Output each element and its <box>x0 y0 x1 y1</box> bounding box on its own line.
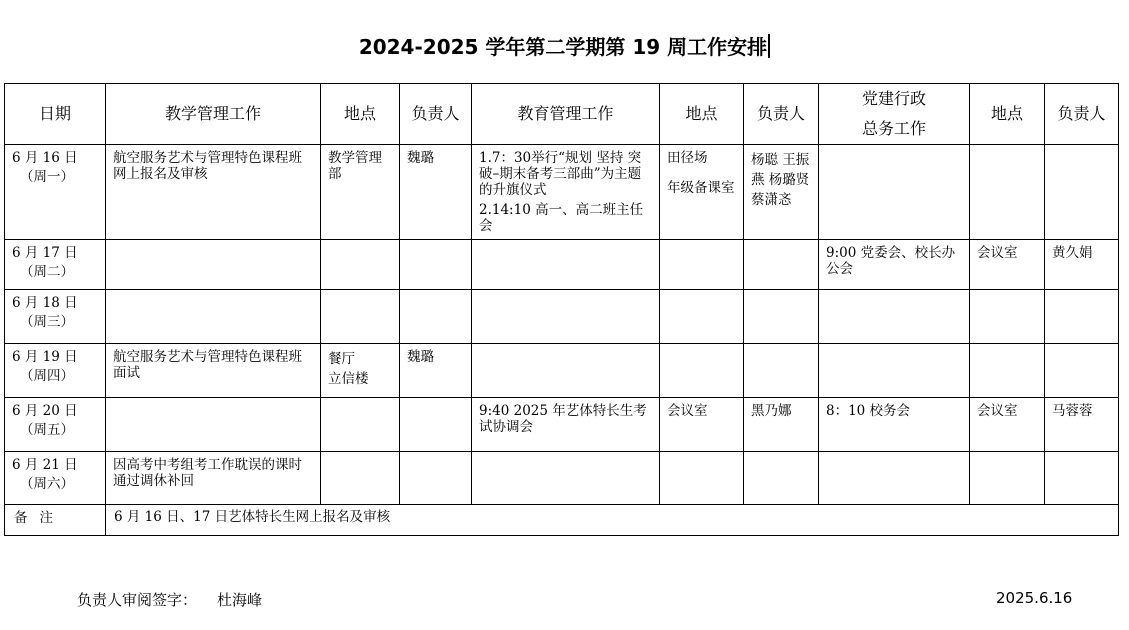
header-date: 日期 <box>5 84 106 145</box>
education-cell: 9:40 2025 年艺体特长生考试协调会 <box>472 398 660 452</box>
table-row <box>5 452 1119 505</box>
education-place-cell <box>660 452 744 505</box>
teaching-cell: 航空服务艺术与管理特色课程班面试 <box>106 344 321 398</box>
admin-cell: 9:00 党委会、校长办公会 <box>819 240 970 290</box>
education-owner-cell <box>744 290 819 344</box>
education-owner-cell <box>744 240 819 290</box>
page-title: 2024-2025 学年第二学期第 19 周工作安排 <box>0 31 1129 60</box>
education-cell: 1.7：30举行“规划 坚持 突破–期末备考三部曲”为主题的升旗仪式 2.14:10 高一、高二班主任会 <box>472 145 660 240</box>
teaching-cell <box>106 290 321 344</box>
admin-place-cell <box>970 452 1045 505</box>
teaching-owner-cell <box>400 398 472 452</box>
education-owner-cell <box>744 452 819 505</box>
remarks-text: 6 月 16 日、17 日艺体特长生网上报名及审核 <box>106 505 1119 536</box>
education-place-cell <box>660 290 744 344</box>
header-place: 地点 <box>321 84 400 145</box>
teaching-cell <box>106 240 321 290</box>
admin-owner-cell: 黄久娟 <box>1045 240 1119 290</box>
teaching-cell <box>106 398 321 452</box>
admin-cell <box>819 290 970 344</box>
header-row <box>5 84 1119 145</box>
admin-cell: 8：10 校务会 <box>819 398 970 452</box>
education-cell <box>472 240 660 290</box>
teaching-place-cell <box>321 240 400 290</box>
text-cursor <box>768 34 770 58</box>
header-place: 地点 <box>660 84 744 145</box>
remarks-label: 备注 <box>5 505 106 536</box>
document-date: 2025.6.16 <box>996 589 1073 607</box>
admin-owner-cell: 马蓉蓉 <box>1045 398 1119 452</box>
schedule-table <box>4 83 1119 536</box>
header-teaching: 教学管理工作 <box>106 84 321 145</box>
admin-owner-cell <box>1045 290 1119 344</box>
education-place-cell: 田径场 年级备课室 <box>660 145 744 240</box>
teaching-cell: 航空服务艺术与管理特色课程班网上报名及审核 <box>106 145 321 240</box>
teaching-owner-cell <box>400 452 472 505</box>
admin-owner-cell <box>1045 344 1119 398</box>
table-row <box>5 145 1119 240</box>
header-owner: 负责人 <box>744 84 819 145</box>
teaching-place-cell <box>321 452 400 505</box>
teaching-cell: 因高考中考组考工作耽误的课时通过调休补回 <box>106 452 321 505</box>
education-owner-cell <box>744 344 819 398</box>
date-cell: 6 月 18 日 （周三） <box>5 290 106 344</box>
teaching-place-cell: 教学管理部 <box>321 145 400 240</box>
admin-place-cell <box>970 290 1045 344</box>
header-owner: 负责人 <box>400 84 472 145</box>
signature-label: 负责人审阅签字： <box>77 591 198 609</box>
header-party-admin: 党建行政 总务工作 <box>819 84 970 145</box>
education-cell <box>472 290 660 344</box>
table-row <box>5 290 1119 344</box>
education-place-cell <box>660 344 744 398</box>
education-owner-cell: 杨聪 王振燕 杨璐贤 蔡潇忞 <box>744 145 819 240</box>
date-cell: 6 月 19 日 （周四） <box>5 344 106 398</box>
table-row <box>5 398 1119 452</box>
teaching-owner-cell <box>400 290 472 344</box>
admin-place-cell <box>970 344 1045 398</box>
teaching-place-cell: 餐厅 立信楼 <box>321 344 400 398</box>
education-owner-cell: 黑乃娜 <box>744 398 819 452</box>
remarks-row <box>5 505 1119 536</box>
date-cell: 6 月 16 日 （周一） <box>5 145 106 240</box>
header-place: 地点 <box>970 84 1045 145</box>
teaching-owner-cell: 魏璐 <box>400 344 472 398</box>
date-cell: 6 月 20 日 （周五） <box>5 398 106 452</box>
signer-name: 杜海峰 <box>217 591 263 609</box>
education-cell <box>472 344 660 398</box>
teaching-place-cell <box>321 290 400 344</box>
education-place-cell <box>660 240 744 290</box>
admin-place-cell <box>970 145 1045 240</box>
admin-cell <box>819 344 970 398</box>
header-owner: 负责人 <box>1045 84 1119 145</box>
admin-cell <box>819 452 970 505</box>
signature-line <box>77 589 262 610</box>
date-cell: 6 月 21 日 （周六） <box>5 452 106 505</box>
table-row <box>5 344 1119 398</box>
teaching-owner-cell <box>400 240 472 290</box>
teaching-place-cell <box>321 398 400 452</box>
header-education: 教育管理工作 <box>472 84 660 145</box>
admin-owner-cell <box>1045 145 1119 240</box>
table-row <box>5 240 1119 290</box>
education-place-cell: 会议室 <box>660 398 744 452</box>
education-cell <box>472 452 660 505</box>
date-cell: 6 月 17 日 （周二） <box>5 240 106 290</box>
admin-place-cell: 会议室 <box>970 398 1045 452</box>
admin-owner-cell <box>1045 452 1119 505</box>
admin-cell <box>819 145 970 240</box>
teaching-owner-cell: 魏璐 <box>400 145 472 240</box>
admin-place-cell: 会议室 <box>970 240 1045 290</box>
